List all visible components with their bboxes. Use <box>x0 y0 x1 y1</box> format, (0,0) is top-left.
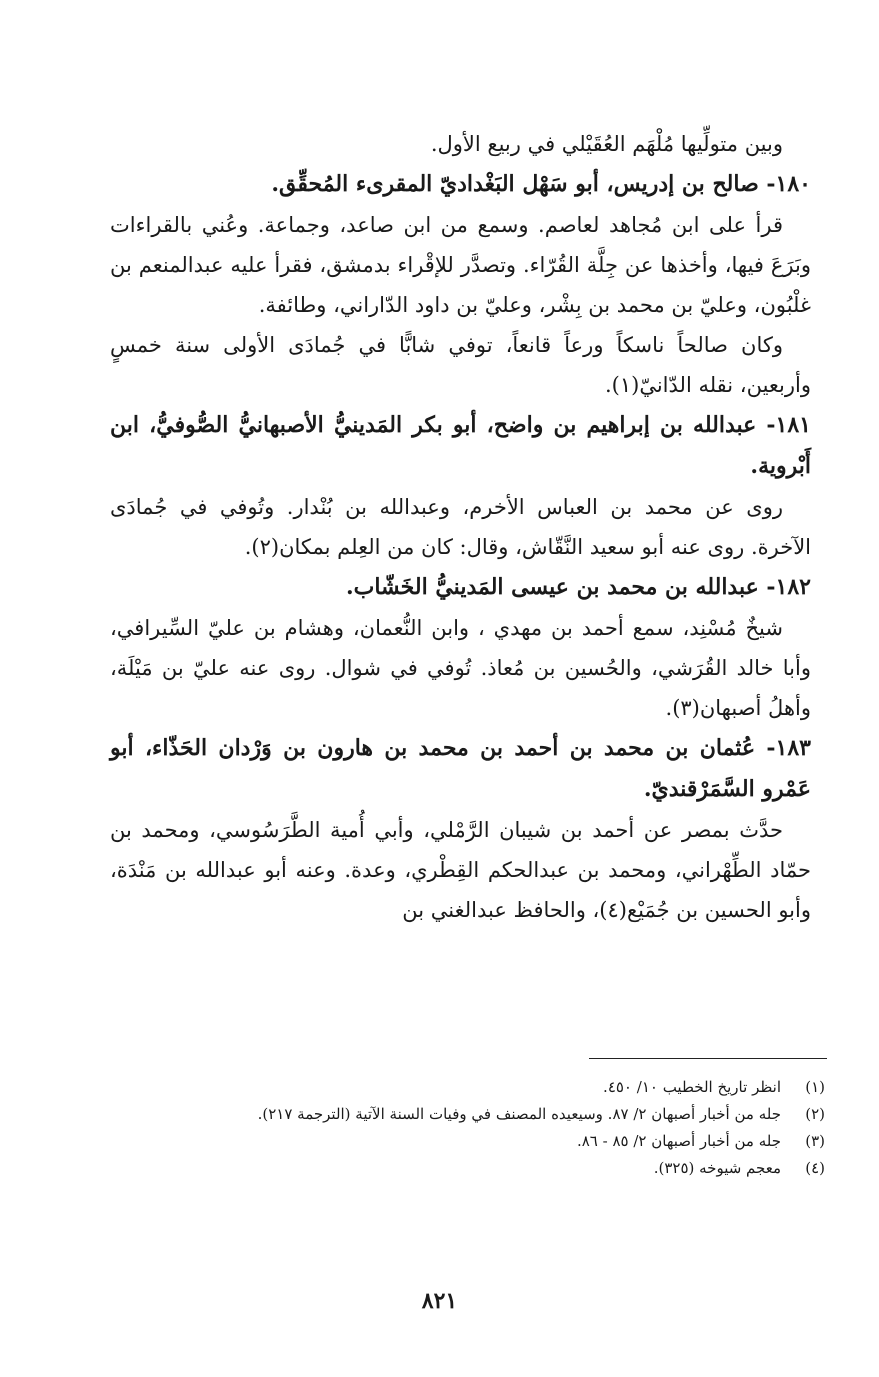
footnote <box>110 1128 825 1155</box>
footnote-text: جله من أخبار أصبهان ٢/ ٨٥ - ٨٦. <box>576 1132 781 1150</box>
page-number: ٨٢١ <box>421 1288 458 1314</box>
continuation-paragraph: وبين متولِّيها مُلْهَم العُقَيْلي في ربيع الأول. <box>430 132 783 156</box>
footnote-number: (٤) <box>805 1159 825 1177</box>
footnote <box>110 1155 825 1182</box>
footnote-text: جله من أخبار أصبهان ٢/ ٨٧. وسيعيده المصنف في وفيات السنة الآتية (الترجمة ٢١٧). <box>257 1105 781 1123</box>
footnote-text: انظر تاريخ الخطيب ١٠/ ٤٥٠. <box>603 1078 781 1096</box>
footnote-number: (٢) <box>805 1105 825 1123</box>
footnote-number: (٣) <box>805 1132 825 1150</box>
entry-heading-181: ١٨١- عبدالله بن إبراهيم بن واضح، أبو بكر المَدينيُّ الأصبهانيُّ الصُّوفيُّ، ابن أَبْروية. <box>110 412 811 479</box>
footnote-separator <box>589 1058 827 1059</box>
footnote-number: (١) <box>805 1078 825 1096</box>
footnote <box>110 1074 825 1101</box>
footnote <box>110 1101 825 1128</box>
entry-heading-182: ١٨٢- عبدالله بن محمد بن عيسى المَدينيُّ الخَشّاب. <box>345 574 811 600</box>
entry-heading-180: ١٨٠- صالح بن إدريس، أبو سَهْل البَغْداديّ المقرىء المُحقِّق. <box>271 171 811 197</box>
entry-heading-183: ١٨٣- عُثمان بن محمد بن أحمد بن محمد بن هارون بن وَرْدان الحَذّاء، أبو عَمْرو السَّمَرْقنديّ. <box>110 735 811 802</box>
main-text <box>110 124 811 930</box>
footnotes <box>110 1074 825 1182</box>
entry-paragraph: شيخٌ مُسْنِد، سمع أحمد بن مهدي ، وابن النُّعمان، وهشام بن عليّ السِّيرافي، وأبا خالد القُرَشي، والحُسين بن مُعاذ. تُوفي في شوال. روى عنه عليّ بن مَيْلَة، وأهلُ أصبهان(٣). <box>110 616 811 720</box>
entry-paragraph: روى عن محمد بن العباس الأخرم، وعبدالله بن بُنْدار. وتُوفي في جُمادَى الآخرة. روى عنه أبو سعيد النَّقّاش، وقال: كان من العِلم بمكان(٢). <box>110 495 811 559</box>
entry-paragraph: وكان صالحاً ناسكاً ورعاً قانعاً، توفي شابًّا في جُمادَى الأولى سنة خمسٍ وأربعين، نقله الدّانيّ(١). <box>110 333 811 397</box>
entry-paragraph: حدَّث بمصر عن أحمد بن شيبان الرَّمْلي، وأبي أُمية الطَّرَسُوسي، ومحمد بن حمّاد الطِّهْراني، ومحمد بن عبدالحكم القِطْري، وعدة. وعنه أبو عبدالله بن مَنْدَة، وأبو الحسين بن جُمَيْع(٤)، والحافظ عبدالغني بن <box>110 818 811 922</box>
entry-paragraph: قرأ على ابن مُجاهد لعاصم. وسمع من ابن صاعد، وجماعة. وعُني بالقراءات وبَرَعَ فيها، وأخذها عن جِلَّة القُرّاء. وتصدَّر للإقْراء بدمشق، فقرأ عليه عبدالمنعم بن غلْبُون، وعليّ بن محمد بن بِشْر، وعليّ بن داود الدّاراني، وطائفة. <box>110 213 811 317</box>
footnote-text: معجم شيوخه (٣٢٥). <box>653 1159 781 1177</box>
